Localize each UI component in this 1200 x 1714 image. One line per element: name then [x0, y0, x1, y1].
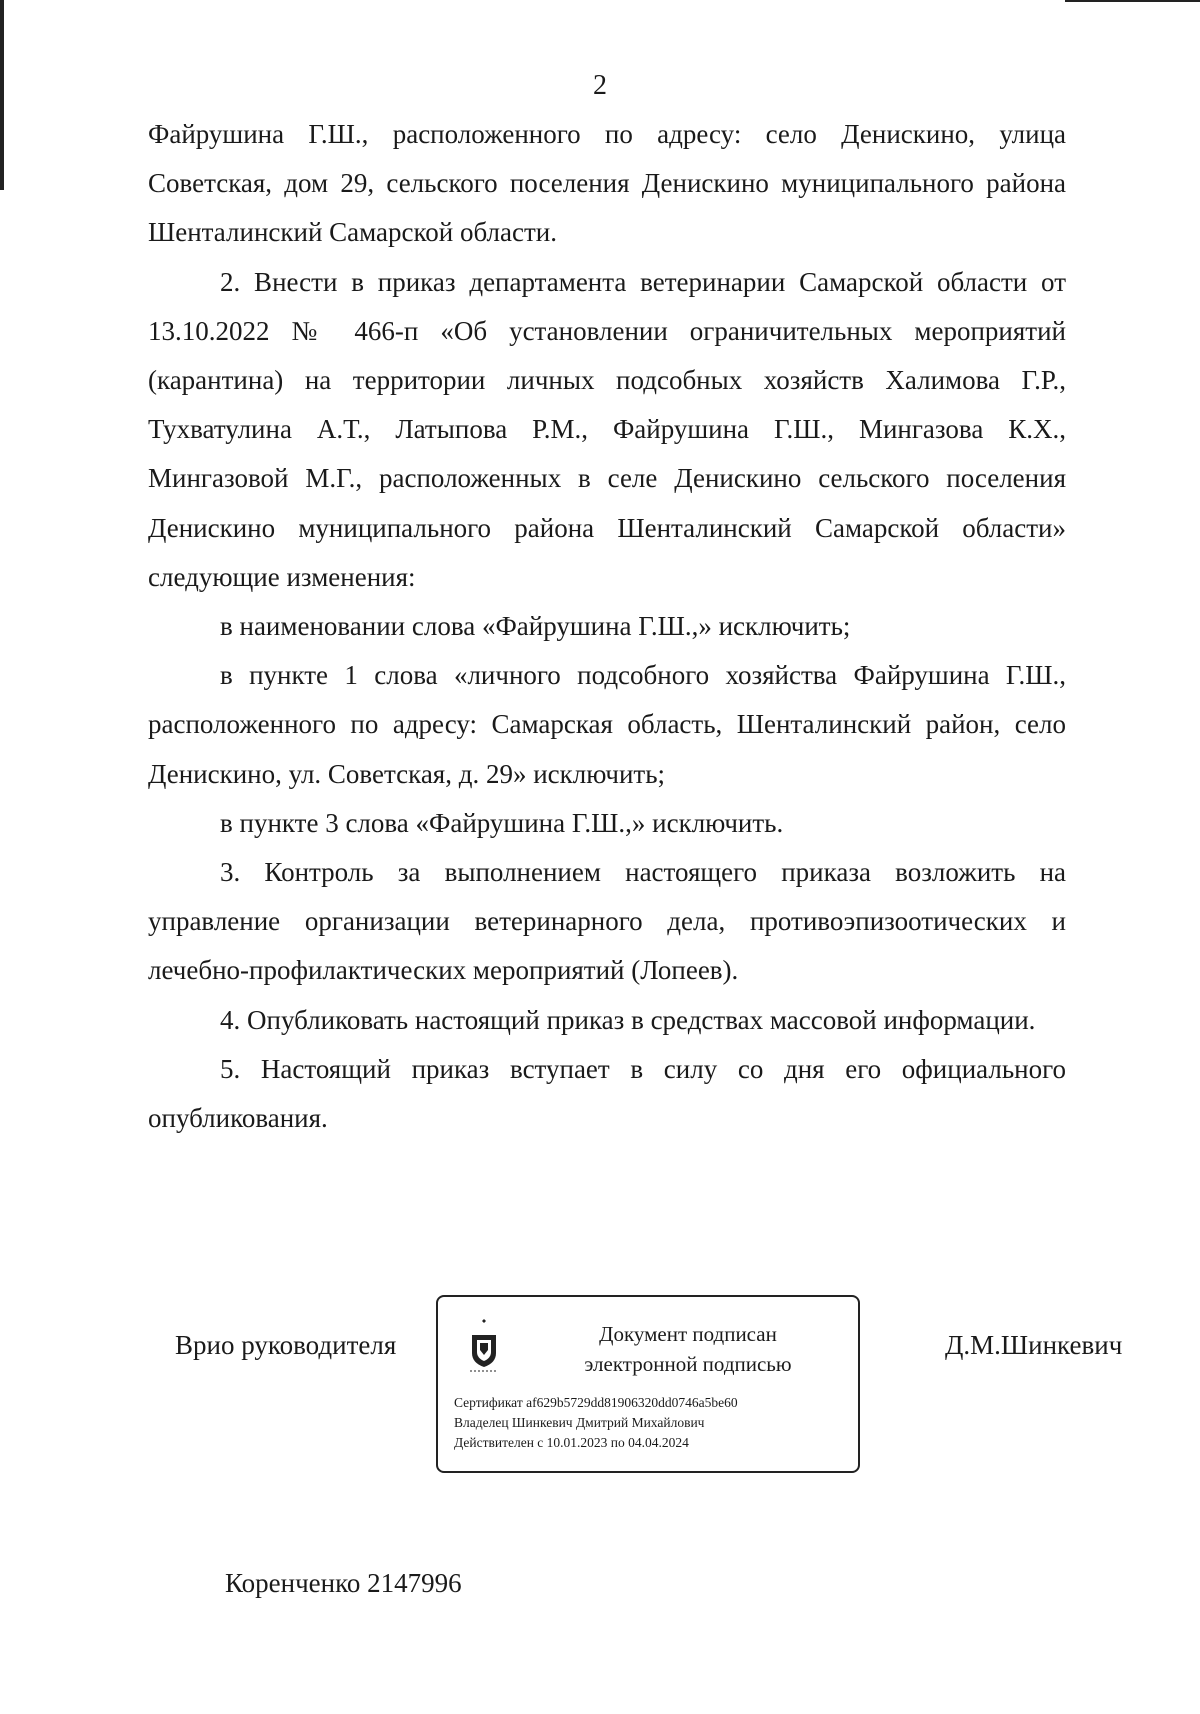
stamp-heading-line-2: электронной подписью [584, 1352, 792, 1376]
stamp-heading [538, 1319, 838, 1379]
stamp-certificate-details [454, 1393, 854, 1453]
executor-info: Коренченко 2147996 [225, 1568, 462, 1598]
paragraph-item-5: 5. Настоящий приказ вступает в силу со дня его официального опубликования. [148, 1053, 1066, 1134]
coat-of-arms-icon [468, 1319, 500, 1375]
scan-edge-top [1065, 0, 1200, 2]
stamp-validity: Действителен с 10.01.2023 по 04.04.2024 [454, 1435, 689, 1450]
paragraph-change-name: в наименовании слова «Файрушина Г.Ш.,» исключить; [220, 611, 851, 642]
paragraph-change-point-3: в пункте 3 слова «Файрушина Г.Ш.,» исключить. [220, 807, 784, 838]
paragraph-item-4: 4. Опубликовать настоящий приказ в средствах массовой информации. [220, 1004, 1036, 1035]
paragraph-change-point-1: в пункте 1 слова «личного подсобного хозяйства Файрушина Г.Ш., расположенного по адресу: Самарская область, Шенталинский район, село Денискино, ул. Советская, д. 29» исключить; [148, 660, 1066, 789]
stamp-owner: Владелец Шинкевич Дмитрий Михайлович [454, 1415, 705, 1430]
stamp-certificate: Сертификат af629b5729dd81906320dd0746a5be60 [454, 1395, 738, 1410]
signer-name: Д.М.Шинкевич [945, 1330, 1123, 1360]
paragraph-continuation: Файрушина Г.Ш., расположенного по адресу: село Денискино, улица Советская, дом 29, сельского поселения Денискино муниципального района Шенталинский Самарской области. [148, 119, 1066, 248]
stamp-heading-line-1: Документ подписан [599, 1322, 777, 1346]
signer-title: Врио руководителя [175, 1330, 397, 1360]
electronic-signature-stamp [436, 1295, 860, 1473]
paragraph-item-3: 3. Контроль за выполнением настоящего приказа возложить на управление организации ветеринарного дела, противоэпизоотических и лечебно-профилактических мероприятий (Лопеев). [148, 857, 1066, 986]
page-number: 2 [593, 70, 607, 101]
paragraph-item-2: 2. Внести в приказ департамента ветеринарии Самарской области от 13.10.2022 № 466-п «Об установлении ограничительных мероприятий (карантина) на территории личных подсобных хозяйств Халимова Г.Р., Тухватулина А.Т., Латыпова Р.М., Файрушина Г.Ш., Мингазова К.Х., Мингазовой М.Г., расположенных в селе Денискино сельского поселения Денискино муниципального района Шенталинский Самарской области» следующие изменения: [148, 266, 1066, 592]
document-body [148, 110, 1066, 1143]
